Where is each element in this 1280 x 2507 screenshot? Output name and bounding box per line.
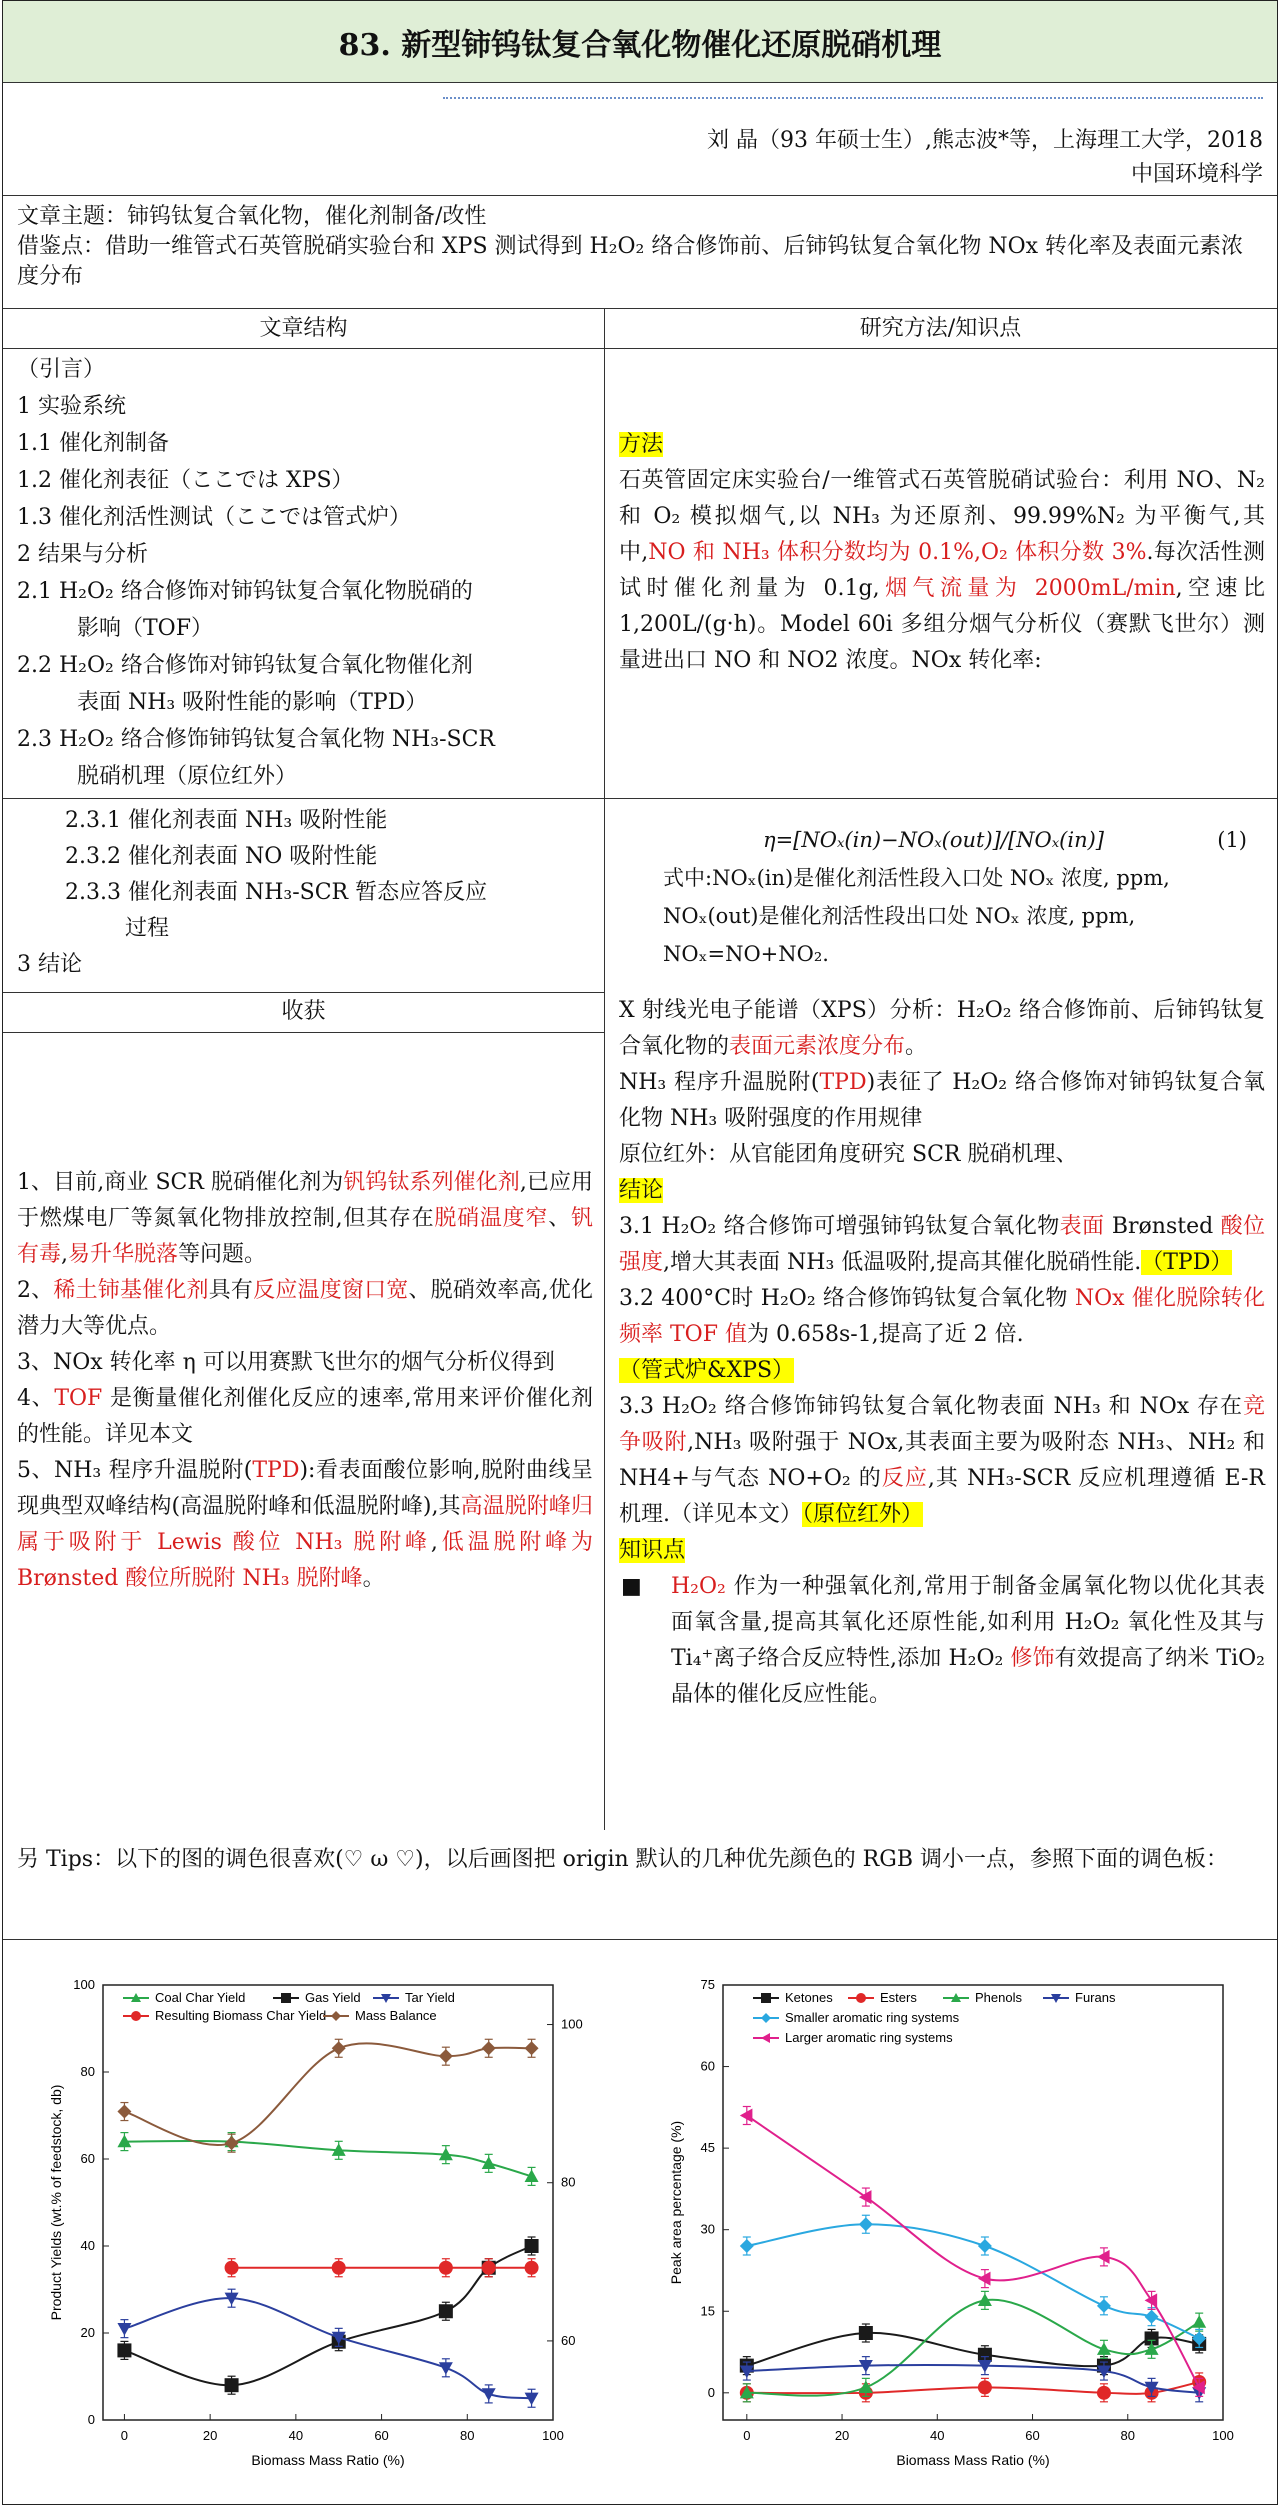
- structure-item: 2.2 H₂O₂ 络合修饰对铈钨钛复合氧化物催化剂: [17, 653, 473, 678]
- methods-text: 有效提高了纳米 TiO₂ 晶体的催化反应性能。: [671, 1646, 1265, 1707]
- meta-block: [3, 83, 1277, 196]
- data-point: [859, 2217, 873, 2231]
- gain-text: 2、: [17, 1278, 54, 1303]
- gain-item-2: [17, 1273, 593, 1345]
- y-tick-label: 100: [73, 1977, 95, 1992]
- methods-highlight: 修饰: [1010, 1646, 1055, 1671]
- data-point: [482, 2041, 496, 2055]
- structure-item: 影响（TOF）: [77, 616, 213, 641]
- tpd-paragraph: [619, 1065, 1265, 1137]
- gain-text: 是衡量催化剂催化反应的速率,常用来评价催化剂的性能。详见本文: [17, 1386, 593, 1447]
- y-tick-label: 30: [700, 2221, 715, 2237]
- structure-item: 过程: [125, 916, 170, 941]
- data-point: [1097, 2250, 1110, 2264]
- data-point: [439, 2304, 453, 2318]
- legend-label: Coal Char Yield: [155, 1990, 246, 2005]
- data-point: [439, 2261, 453, 2275]
- data-point: [439, 2049, 453, 2063]
- charts-block: [3, 1940, 1277, 2506]
- data-point: [1145, 2293, 1158, 2307]
- gain-highlight: 钒钨钛系列催化剂: [343, 1170, 520, 1195]
- data-point: [332, 2261, 346, 2275]
- tips-text: 另 Tips：以下的图的调色很喜欢(♡ ω ♡)，以后画图把 origin 默认的几种优先颜色的 RGB 调小一点，参照下面的调色板：: [17, 1847, 1228, 1872]
- methods-highlight: TPD: [819, 1070, 867, 1095]
- xps-paragraph: [619, 993, 1265, 1065]
- gain-item-1: [17, 1165, 593, 1273]
- data-point: [225, 2378, 239, 2392]
- x-tick-label: 60: [374, 2428, 389, 2443]
- methods-text: ,增大其表面 NH₃ 低温吸附,提高其催化脱硝性能.: [663, 1250, 1142, 1275]
- conclusion-label-line: [619, 1173, 1265, 1209]
- row-divider: [3, 798, 1277, 799]
- methods-highlight: 表面: [1059, 1214, 1105, 1239]
- data-point: [117, 2105, 131, 2119]
- method-tag: （管式炉&XPS）: [619, 1358, 795, 1383]
- methods-paragraph: [619, 463, 1265, 679]
- series-line: [747, 2365, 1199, 2393]
- y-tick-label: 75: [700, 1977, 715, 1992]
- structure-item: （引言）: [17, 357, 106, 382]
- methods-highlight: 酸位强度: [619, 1214, 1265, 1275]
- legend-label: Esters: [880, 1990, 917, 2005]
- methods-header: 研究方法/知识点: [859, 316, 1022, 341]
- methods-highlight: 反应: [881, 1466, 928, 1491]
- gain-text: 等问题。: [178, 1242, 267, 1267]
- legend-marker: [761, 2033, 770, 2043]
- data-point: [978, 2239, 992, 2253]
- data-point: [482, 2261, 496, 2275]
- methods-text: 。: [905, 1034, 928, 1059]
- x-tick-label: 20: [202, 2428, 218, 2443]
- data-point: [859, 2190, 872, 2204]
- document-sheet: [2, 0, 1278, 2505]
- data-point: [1097, 2299, 1111, 2313]
- formula-line: [663, 821, 1263, 859]
- legend-marker: [761, 2013, 771, 2023]
- series-line: [747, 2116, 1199, 2388]
- x-tick-label: 40: [930, 2428, 945, 2443]
- legend-marker: [856, 1993, 866, 2003]
- methods-highlight: 竞争吸附: [619, 1394, 1265, 1455]
- data-point: [225, 2136, 239, 2150]
- methods-text: 为 0.658s-1,提高了近 2 倍.: [746, 1322, 1024, 1347]
- formula-block: [663, 821, 1263, 973]
- series-line: [747, 2382, 1199, 2394]
- data-point: [1192, 2315, 1206, 2328]
- series-line: [124, 2043, 531, 2145]
- y-tick-label: 0: [707, 2384, 715, 2400]
- y-tick-label: 20: [80, 2325, 95, 2340]
- gain-text: ):看表面酸位影响,脱附曲线呈现典型双峰结构(高温脱附峰和低温脱附峰),其: [17, 1458, 593, 1519]
- knowledge-item: [619, 1569, 1265, 1713]
- author-text: 刘 晶（93 年硕士生）,熊志波*等，上海理工大学，2018: [707, 128, 1263, 153]
- methods-highlight: H₂O₂: [671, 1574, 726, 1599]
- structure-item: 2.3.2 催化剂表面 NO 吸附性能: [65, 844, 378, 869]
- gains-list: [17, 1165, 593, 1597]
- gain-highlight: 高温脱附峰归属于吸附于 Lewis 酸位 NH₃ 脱附峰: [17, 1494, 593, 1555]
- y-tick-label: 60: [80, 2151, 95, 2166]
- yield-chart: [23, 1970, 623, 2490]
- legend-label: Smaller aromatic ring systems: [785, 2010, 960, 2025]
- structure-item: 2.1 H₂O₂ 络合修饰对铈钨钛复合氧化物脱硝的: [17, 579, 473, 604]
- formula-number: (1): [1217, 828, 1247, 852]
- data-point: [859, 2380, 873, 2393]
- title-text: 83. 新型铈钨钛复合氧化物催化还原脱硝机理: [338, 27, 942, 63]
- structure-item: 脱硝机理（原位红外）: [77, 764, 298, 789]
- y2-tick-label: 100: [561, 2016, 583, 2032]
- methods-text: 3.3 H₂O₂ 络合修饰铈钨钛复合氧化物表面 NH₃ 和 NOx 存在: [619, 1394, 1243, 1419]
- data-point: [1097, 2342, 1111, 2355]
- legend-label: Furans: [1075, 1990, 1116, 2005]
- legend-marker: [761, 1993, 771, 2003]
- legend-label: Mass Balance: [355, 2008, 437, 2023]
- gains-header: 收获: [281, 999, 326, 1024]
- methods-text: ,NH₃ 吸附强于 NOx,其表面主要为吸附态 NH₃、NH₂ 和 NH4+与气态 NO+O₂ 的: [619, 1430, 1265, 1491]
- data-point: [525, 2239, 539, 2253]
- structure-item: 2.3.3 催化剂表面 NH₃-SCR 暂态应答反应: [65, 880, 488, 905]
- gain-highlight: 脱硝温度窄: [434, 1206, 549, 1231]
- data-point: [978, 2272, 991, 2286]
- data-point: [525, 2041, 539, 2055]
- theme-line: 文章主题：铈钨钛复合氧化物，催化剂制备/改性: [17, 204, 487, 229]
- x-tick-label: 40: [288, 2428, 304, 2443]
- legend-label: Phenols: [975, 1990, 1022, 2005]
- x-tick-label: 80: [460, 2428, 475, 2443]
- methods-text: NH₃ 程序升温脱附(: [619, 1070, 820, 1095]
- legend-marker: [281, 1993, 291, 2003]
- y-tick-label: 45: [700, 2140, 715, 2156]
- data-point: [332, 2041, 346, 2055]
- y-tick-label: 60: [700, 2058, 715, 2074]
- gain-highlight: TOF: [54, 1386, 103, 1411]
- gain-text: 1、目前,商业 SCR 脱硝催化剂为: [17, 1170, 344, 1195]
- data-point: [439, 2362, 453, 2375]
- x-tick-label: 100: [542, 2428, 564, 2443]
- methods-text: ,空速比 1,200L/(g·h)。Model 60i 多组分烟气分析仪（赛默飞世尔）测量进出口 NO 和 NO2 浓度。NOx 转化率:: [619, 576, 1265, 673]
- y2-tick-label: 60: [561, 2332, 576, 2348]
- structure-item: 1 实验系统: [17, 394, 126, 419]
- method-tag: （原位红外）: [802, 1502, 924, 1527]
- structure-item: 3 结论: [17, 952, 82, 977]
- conclusion-label: 结论: [619, 1178, 664, 1203]
- x-tick-label: 80: [1120, 2428, 1135, 2443]
- x-tick-label: 0: [743, 2428, 751, 2443]
- gain-highlight: TPD: [252, 1458, 300, 1483]
- y2-tick-label: 80: [561, 2174, 576, 2190]
- borrow-line: 借鉴点：借助一维管式石英管脱硝实验台和 XPS 测试得到 H₂O₂ 络合修饰前、后铈钨钛复合氧化物 NOx 转化率及表面元素浓度分布: [17, 234, 1244, 289]
- square-bullet-icon: ■: [621, 1574, 642, 1599]
- x-tick-label: 60: [1025, 2428, 1040, 2443]
- structure-item: 1.1 催化剂制备: [17, 431, 169, 456]
- journal-line: 中国环境科学: [1130, 162, 1263, 187]
- legend-label: Ketones: [785, 1990, 833, 2005]
- data-point: [740, 2109, 753, 2123]
- data-point: [525, 2261, 539, 2275]
- methods-text: .每次活性测试时催化剂量为 0.1g,: [619, 540, 1265, 601]
- knowledge-label: 知识点: [619, 1538, 686, 1563]
- methods-highlight: 表面元素浓度分布: [729, 1034, 906, 1059]
- methods-highlight: 烟气流量为 2000mL/min: [879, 576, 1176, 601]
- gain-text: ,: [61, 1242, 69, 1267]
- methods-text: )表征了 H₂O₂ 络合修饰对铈钨钛复合氧化物 NH₃ 吸附强度的作用规律: [619, 1070, 1265, 1131]
- methods-text: 石英管固定床实验台/一维管式石英管脱硝试验台：利用 NO、N₂ 和 O₂ 模拟烟气,以 NH₃ 为还原剂、99.99%N₂ 为平衡气,其中,: [619, 468, 1265, 565]
- x-tick-label: 0: [120, 2428, 129, 2443]
- methods-highlight: NO 和 NH₃ 体积分数均为 0.1%,O₂ 体积分数 3%: [648, 540, 1147, 565]
- series-line: [747, 2224, 1199, 2338]
- dotted-rule: [443, 97, 1263, 99]
- series-line: [124, 2298, 531, 2398]
- methods-text: 作为一种强氧化剂,常用于制备金属氧化物以优化其表面氧含量,提高其氧化还原性能,如利用 H₂O₂ 氧化性及其与 Ti₄⁺离子络合反应特性,添加 H₂O₂: [671, 1574, 1265, 1671]
- x-axis-label: Biomass Mass Ratio (%): [251, 2452, 405, 2468]
- x-axis-label: Biomass Mass Ratio (%): [896, 2452, 1050, 2468]
- methods-highlight: NOx 催化脱除转化频率 TOF 值: [619, 1286, 1265, 1347]
- structure-list-2: [17, 803, 597, 983]
- gain-text: 4、: [17, 1386, 55, 1411]
- gain-highlight: 反应温度窗口宽: [253, 1278, 409, 1303]
- column-headers: [3, 309, 1277, 349]
- gain-item-4: [17, 1381, 593, 1453]
- formula: η=[NOₓ(in)−NOₓ(out)]/[NOₓ(in)]: [763, 828, 1105, 852]
- data-point: [117, 2323, 131, 2336]
- structure-item: 2 结果与分析: [17, 542, 148, 567]
- series-line: [747, 2333, 1199, 2366]
- structure-list: [17, 351, 597, 795]
- gain-text: 。: [362, 1566, 385, 1591]
- gain-text: 5、NH₃ 程序升温脱附(: [17, 1458, 253, 1483]
- methods-label: 方法: [619, 432, 664, 457]
- legend-marker: [331, 2011, 341, 2021]
- conclusion-3: [619, 1389, 1265, 1533]
- series-line: [124, 2141, 531, 2176]
- data-point: [1097, 2386, 1111, 2400]
- structure-header: 文章结构: [259, 316, 348, 341]
- y-tick-label: 15: [700, 2303, 715, 2319]
- tips-block: [3, 1830, 1277, 1940]
- methods-block: [619, 427, 1265, 679]
- methods-text: X 射线光电子能谱（XPS）分析：H₂O₂ 络合修饰前、后铈钨钛复合氧化物的: [619, 998, 1265, 1059]
- y-axis-label: Product Yields (wt.% of feedstock, db): [48, 2084, 64, 2321]
- formula-description: 式中:NOₓ(in)是催化剂活性段入口处 NOₓ 浓度, ppm, NOₓ(out)是催化剂活性段出口处 NOₓ 浓度, ppm, NOₓ=NO+NO₂.: [663, 866, 1170, 966]
- structure-item: 1.3 催化剂活性测试（ここでは管式炉）: [17, 505, 411, 530]
- gain-item-3: 3、NOx 转化率 η 可以用赛默飞世尔的烟气分析仪得到: [17, 1350, 555, 1375]
- gain-text: ,: [430, 1530, 438, 1555]
- data-point: [117, 2343, 131, 2357]
- structure-item: 2.3.1 催化剂表面 NH₃ 吸附性能: [65, 808, 388, 833]
- data-point: [225, 2261, 239, 2275]
- gain-highlight: 易升华脱落: [68, 1242, 179, 1267]
- legend-label: Gas Yield: [305, 1990, 361, 2005]
- structure-item: 表面 NH₃ 吸附性能的影响（TPD）: [77, 690, 428, 715]
- x-tick-label: 100: [1212, 2428, 1234, 2443]
- data-point: [978, 2380, 992, 2394]
- data-point: [1145, 2310, 1159, 2324]
- methods-text: ,其 NH₃-SCR 反应机理遵循 E-R 机理.（详见本文）: [619, 1466, 1265, 1527]
- legend-label: Resulting Biomass Char Yield: [155, 2008, 327, 2023]
- x-tick-label: 20: [834, 2428, 850, 2443]
- method-tag: （TPD）: [1141, 1250, 1233, 1275]
- y-tick-label: 40: [80, 2238, 95, 2253]
- peak-area-chart: [643, 1970, 1263, 2490]
- gain-highlight: 稀土铈基催化剂: [53, 1278, 209, 1303]
- gain-text: 、脱硝效率高,优化潜力大等优点。: [17, 1278, 593, 1339]
- author-line: [707, 123, 1263, 154]
- gain-text: 、: [548, 1206, 571, 1231]
- theme-block: [3, 196, 1277, 309]
- row-divider: [3, 1032, 604, 1033]
- methods-block-2: [619, 993, 1265, 1713]
- gain-highlight: 低温脱附峰为 Brønsted 酸位所脱附 NH₃ 脱附峰: [17, 1530, 593, 1591]
- structure-item: 1.2 催化剂表征（ここでは XPS）: [17, 468, 354, 493]
- y-tick-label: 0: [87, 2412, 95, 2427]
- gain-item-5: [17, 1453, 593, 1597]
- legend-marker: [131, 2011, 141, 2021]
- y-tick-label: 80: [80, 2064, 95, 2079]
- methods-label-line: [619, 427, 1265, 463]
- column-divider: [604, 309, 605, 1830]
- methods-text: Brønsted: [1104, 1214, 1221, 1239]
- gain-text: ,已应用于燃煤电厂等氮氧化物排放控制,但其存在: [17, 1170, 593, 1231]
- methods-text: 3.1 H₂O₂ 络合修饰可增强铈钨钛复合氧化物: [619, 1214, 1060, 1239]
- legend-label: Tar Yield: [405, 1990, 455, 2005]
- structure-item: 2.3 H₂O₂ 络合修饰铈钨钛复合氧化物 NH₃-SCR: [17, 727, 495, 752]
- methods-text: 3.2 400°C时 H₂O₂ 络合修饰钨钛复合氧化物: [619, 1286, 1075, 1311]
- conclusion-1: [619, 1209, 1265, 1281]
- data-point: [859, 2326, 873, 2340]
- conclusion-2: [619, 1281, 1265, 1389]
- y-axis-label: Peak area percentage (%): [668, 2120, 684, 2285]
- knowledge-label-line: [619, 1533, 1265, 1569]
- page-title: [3, 1, 1277, 83]
- ir-paragraph: 原位红外：从官能团角度研究 SCR 脱硝机理、: [619, 1142, 1078, 1167]
- gain-highlight: 钒有毒: [17, 1206, 593, 1267]
- legend-label: Larger aromatic ring systems: [785, 2030, 953, 2045]
- gain-text: 具有: [208, 1278, 254, 1303]
- data-point: [740, 2239, 754, 2253]
